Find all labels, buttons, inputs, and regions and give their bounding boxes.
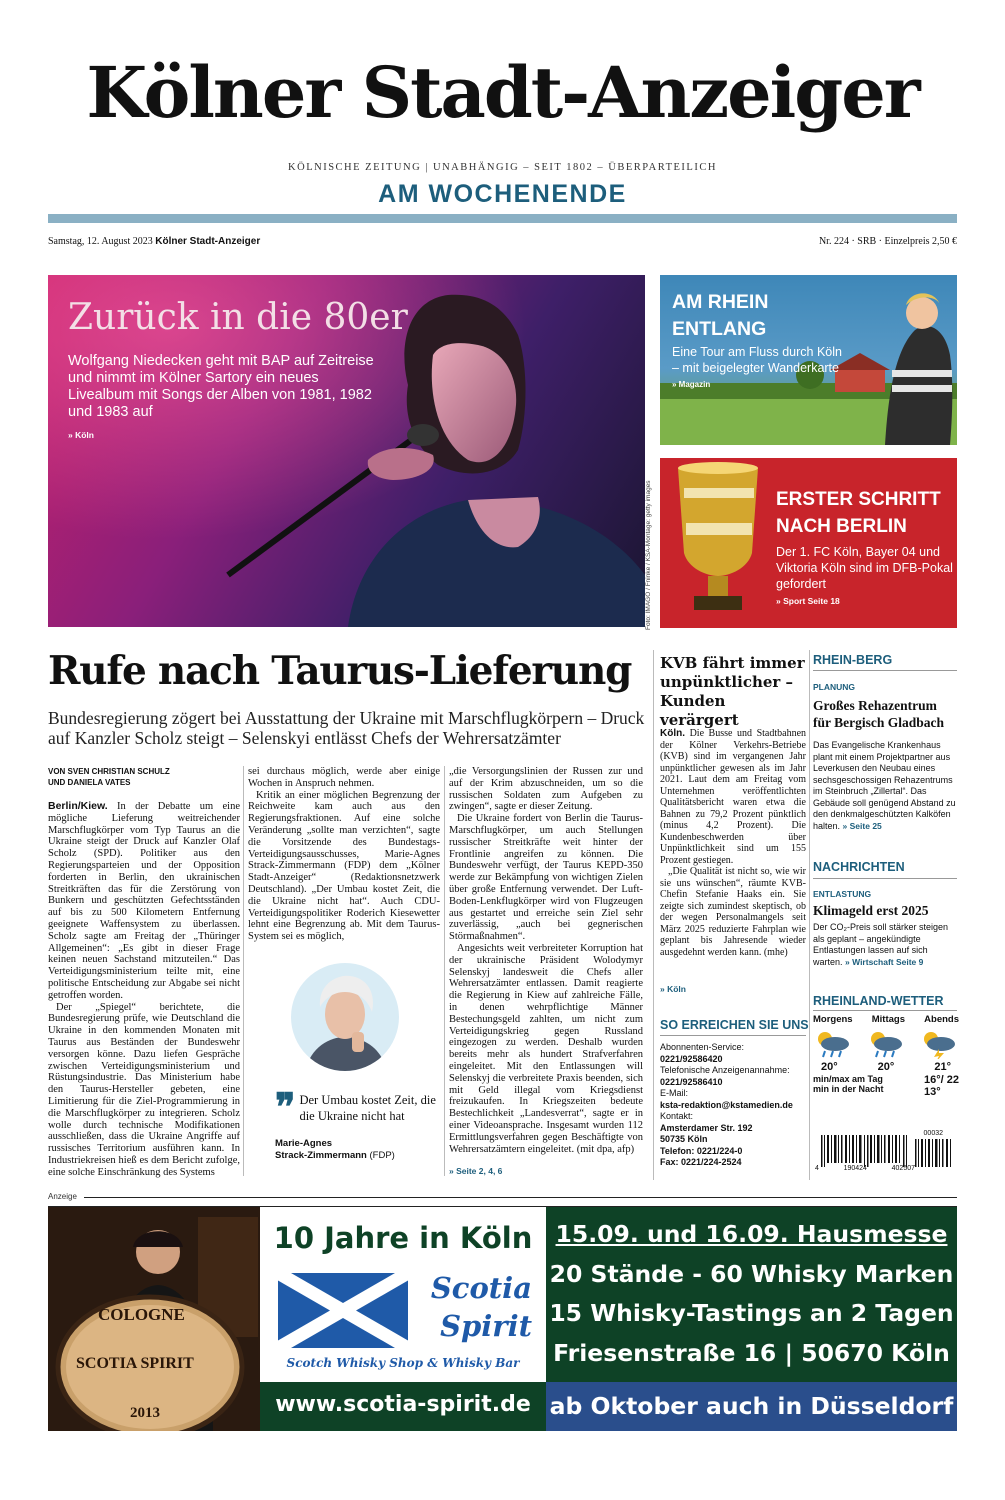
barrel-text-3: 2013 bbox=[130, 1405, 160, 1421]
lead-ref[interactable]: » Seite 2, 4, 6 bbox=[449, 1166, 503, 1176]
ad-photo bbox=[48, 1207, 260, 1431]
service-phone[interactable]: 0221/92586420 bbox=[660, 1053, 723, 1064]
lead-col2-p1: sei durchaus möglich, werde aber einige Wochen in Anspruch nehmen. bbox=[248, 766, 440, 789]
photo-credit: Foto: IMAGO / Fninke / KSA-Montage: getty images bbox=[645, 480, 652, 630]
sport-text: Der 1. FC Köln, Bayer 04 und Viktoria Köln sind im DFB-Pokal gefordert bbox=[776, 545, 953, 591]
ad-brand bbox=[410, 1269, 546, 1345]
rhein-text bbox=[672, 345, 842, 393]
hero-subtitle: Wolfgang Niedecken geht mit BAP auf Zeitreise und nimmt im Kölner Sartory ein neues Livealbum mit Songs der Alben von 1981, 1982 und 1983 auf bbox=[68, 353, 374, 420]
byline-line1: VON SVEN CHRISTIAN SCHULZ bbox=[48, 767, 170, 776]
barcode-addon: 00032 bbox=[923, 1130, 943, 1137]
contact-street: Amsterdamer Str. 192 bbox=[660, 1122, 753, 1133]
section-rule bbox=[813, 1010, 957, 1011]
dfb-pokal-icon bbox=[660, 458, 776, 628]
ad-url[interactable]: www.scotia-spirit.de bbox=[275, 1392, 531, 1417]
masthead-tagline: KÖLNISCHE ZEITUNG | UNABHÄNGIG – SEIT 1802 – ÜBERPARTEILICH bbox=[288, 162, 717, 173]
byline-line2: UND DANIELA VATES bbox=[48, 778, 131, 787]
lead-col2-p2: Kritik an einer möglichen Begrenzung der Reichweite kam auch aus den Regierungsfraktionen. Auf eine solche Veränderung „sollte man verzichten“, sagte die Vorsitzende des Bundestags-Verteidigungsausschusses, Marie-Agnes Strack-Zimmermann (FDP) dem „Kölner Stadt-Anzeiger“ (Redaktionsnetzwerk Deutschland). „Der Umbau kostet Zeit, die die Ukraine nicht hat“. Auch CDU-Verteidigungspolitiker Roderich Kiesewetter lehnt eine Begrenzung ab. Mit dem Taurus-System sei es möglich, bbox=[248, 789, 440, 943]
ad-brand-panel bbox=[260, 1207, 546, 1431]
ad-brand-line2: Spirit bbox=[440, 1309, 532, 1343]
issue-price: Nr. 224 · SRB · Einzelpreis 2,50 € bbox=[818, 236, 957, 247]
rhein-text-body: Eine Tour am Fluss durch Köln – mit beigelegter Wanderkarte bbox=[672, 345, 842, 375]
ad-footer-panel bbox=[546, 1382, 957, 1431]
lead-dateline: Berlin/Kiew. bbox=[48, 801, 108, 812]
rheinberg-title[interactable]: Großes Rehazentrum für Bergisch Gladbach bbox=[813, 698, 945, 730]
quote-author-line2: Strack-Zimmermann bbox=[275, 1150, 367, 1161]
column-rule bbox=[653, 650, 654, 1180]
contact-box bbox=[660, 1042, 810, 1169]
sport-title-line1: ERSTER SCHRITT bbox=[776, 489, 941, 510]
ad-line-5: ab Oktober auch in Düsseldorf bbox=[549, 1392, 954, 1420]
hero-title: Zurück in die 80er bbox=[68, 297, 408, 338]
ads-phone[interactable]: 0221/92586410 bbox=[660, 1076, 723, 1087]
lead-deck: Bundesregierung zögert bei Ausstattung der Ukraine mit Marschflugkörpern – Druck auf Kanzler Scholz steigt – Selenskyi entlässt Chefs der Wehrersatzämter bbox=[48, 708, 645, 748]
service-label: Abonnenten-Service: bbox=[660, 1042, 745, 1052]
rheinberg-body: Das Evangelische Krankenhaus plant mit einem Projektpartner aus Leverkusen den Neubau eines sechsgeschossigen Rehazentrums im Steinbruch „Zillertal“. Das Gebäude soll genügend Abstand zu den denkmalgeschützten Kalköfen halten. bbox=[813, 740, 956, 831]
sport-ref[interactable]: » Sport Seite 18 bbox=[776, 596, 840, 606]
lead-col1-p1: In der Debatte um eine mögliche Lieferung weitreichender Marschflugkörper vom Typ Taurus an die Ukraine steigt der Druck auf Kanzler Olaf Scholz (SPD). Politiker aus den Regierungsparteien und der Opposition forderten in Berlin, den ukrainischen Streitkräften das für die Zerstörung von Bunkern und geschützten Gefechtsständen auf bis zu 500 Kilometern Entfernung geeignete Waffensystem zu überlassen. Scholz sagte am Freitag der „Thüringer Allgemeinen“: „Es gibt in dieser Frage keinen neuen Sachstand mitzuteilen.“ Das Verteidigungsministerium teilte mit, eine politische Entscheidung zur Abgabe sei nicht getroffen worden. bbox=[48, 801, 240, 1001]
weather-heading: RHEINLAND-WETTER bbox=[813, 994, 944, 1008]
lead-byline bbox=[48, 766, 170, 788]
rain-cloud-icon bbox=[866, 1029, 906, 1059]
rain-cloud-icon bbox=[813, 1029, 853, 1059]
mail-address[interactable]: ksta-redaktion@kstamedien.de bbox=[660, 1099, 793, 1110]
sport-title bbox=[776, 486, 941, 540]
kvb-headline[interactable]: KVB fährt immer unpünktlicher – Kunden verärgert bbox=[660, 654, 805, 729]
rheinberg-heading: RHEIN-BERG bbox=[813, 653, 893, 667]
lead-col3-p3: Angesichts weit verbreiteter Korruption hat der ukrainische Präsident Wolodymyr Selenskyj landesweit die Chefs aller Wehrersatzämter entlassen. Damit reagierte die Regierung in Kiew auf zahlreiche Fälle, in denen wehrpflichtige Männer Bestechungsgeld zahlten, um nicht zum Verteidigungskrieg gegen Russland eingezogen zu werden. Deshalb wurden bereits mehr als hundert Strafverfahren eingeleitet. Mit den Entlassungen will Selenskyj die verbreitete Praxis beenden, sich mit Geld illegal vom Kriegsdienst freizukaufen. In Kriegszeiten bedeute Bestechlichkeit „Landesverrat“, sagte er in einer Videoansprache. Insgesamt wurden 112 Ermittlungsverfahren gegen Beschäftigte von Wehrersatzämtern eingeleitet. (mit dpa, afp) bbox=[449, 942, 643, 1155]
kvb-article bbox=[660, 728, 806, 983]
teaser-sport[interactable] bbox=[660, 458, 957, 628]
rhein-ref[interactable]: » Magazin bbox=[672, 380, 711, 389]
section-rule bbox=[813, 878, 957, 879]
section-rule bbox=[813, 670, 957, 671]
lead-col1-p2: Der „Spiegel“ berichtete, die Bundesregierung prüfe, wie Deutschland die Ukraine in den kommenden Monaten mit Taurus aus Beständen der Bundeswehr versorgen könne. Dazu liefen Gespräche zwischen Verteidigungsministerium und Rüstungsindustrie. Das Ministerium habe den Taurus-Hersteller gebeten, eine Limitierung für die Ziel-Programmierung in die Marschflugkörper zu integrieren. Scholz wolle durch technische Modifikationen ausschließen, dass die Ukraine Angriffe auf russisches Territorium ausführen kann. In Industriekreisen hieß es dem Bericht zufolge, eine solche Einschränkung des Systems bbox=[48, 1001, 240, 1178]
sport-title-line2: NACH BERLIN bbox=[776, 516, 907, 537]
quote-mark-icon: ❞ bbox=[275, 1084, 296, 1129]
dateline bbox=[48, 236, 260, 247]
lead-column-2 bbox=[248, 766, 440, 956]
nachrichten-text bbox=[813, 922, 959, 968]
barcode-digit-1: 4 bbox=[815, 1165, 819, 1172]
ad-line-4: Friesenstraße 16 | 50670 Köln bbox=[553, 1338, 950, 1367]
portrait-photo bbox=[290, 962, 400, 1072]
rheinberg-text bbox=[813, 740, 959, 832]
ad-shop: Scotch Whisky Shop & Whisky Bar bbox=[286, 1356, 520, 1370]
paper-name: Kölner Stadt-Anzeiger bbox=[155, 236, 261, 247]
weather-period-morning: Morgens bbox=[813, 1014, 853, 1025]
lead-column-3 bbox=[449, 766, 643, 1166]
teaser-rhein[interactable] bbox=[660, 275, 957, 445]
mail-label: E-Mail: bbox=[660, 1088, 689, 1098]
minmax-label: min/max am Tag bbox=[813, 1074, 883, 1084]
lead-col3-p2: Die Ukraine fordert von Berlin die Taurus-Marschflugkörper, um auch Stellungen russischer Streitkräfte weit hinter der Frontlinie angreifen zu können. Die Bundeswehr verfügt, der Taurus KEPD-350 werde zur Bekämpfung von wichtigen Zielen über große Entfernung verwendet. Der Luft-Boden-Lenkflugkörper wird von Flugzeugen aus gestartet und erreiche sein Ziel sehr zuverlässig, „auch bei gegnerischen Störmaßnahmen“. bbox=[449, 813, 643, 943]
ad-line-3: 15 Whisky-Tastings an 2 Tagen bbox=[549, 1299, 954, 1327]
ads-label: Telefonische Anzeigenannahme: bbox=[660, 1065, 790, 1075]
contact-label: Kontakt: bbox=[660, 1111, 694, 1121]
ad-years: 10 Jahre in Köln bbox=[273, 1221, 533, 1255]
lead-headline[interactable]: Rufe nach Taurus-Lieferung bbox=[48, 648, 632, 694]
edition-label: AM WOCHENENDE bbox=[378, 180, 627, 208]
quote-party: (FDP) bbox=[369, 1150, 395, 1161]
ad-rule bbox=[84, 1197, 957, 1198]
column-rule bbox=[809, 650, 810, 1180]
ad-event-panel bbox=[546, 1207, 957, 1382]
minmax-value: 16°/ 22 bbox=[924, 1074, 959, 1086]
ad-line-1: 15.09. und 16.09. Hausmesse bbox=[555, 1220, 948, 1248]
rhein-title-line2: ENTLANG bbox=[672, 318, 767, 340]
scottish-flag-icon bbox=[278, 1273, 408, 1348]
lead-column-1 bbox=[48, 801, 240, 1181]
barrel-text-1: COLOGNE bbox=[98, 1305, 185, 1324]
ad-brand-line1: Scotia bbox=[430, 1271, 532, 1305]
nachrichten-heading: NACHRICHTEN bbox=[813, 860, 905, 874]
nachrichten-kicker: ENTLASTUNG bbox=[813, 889, 872, 899]
weather-period-noon: Mittags bbox=[871, 1014, 905, 1025]
barrel-text-2: SCOTIA SPIRIT bbox=[76, 1355, 194, 1372]
kvb-text-p2: „Die Qualität ist nicht so, wie wir sie uns wünschen“, räumte KVB-Chefin Stefanie Haaks ein. Sie zeigte sich zumindest skeptisch, ob der wegen Personalmangels seit März 2025 reduzierte Fahrplan wie geplant bis Jahresende wieder ausgedehnt werden kann. (mhe) bbox=[660, 866, 806, 958]
hero-teaser[interactable] bbox=[48, 275, 645, 627]
date: Samstag, 12. August 2023 bbox=[48, 236, 153, 247]
quote-author-line1: Marie-Agnes bbox=[275, 1138, 333, 1149]
rhein-title bbox=[672, 289, 768, 343]
contact-fax: Fax: 0221/224-2524 bbox=[660, 1157, 742, 1167]
kvb-dateline: Köln. bbox=[660, 728, 685, 739]
night-label: min in der Nacht bbox=[813, 1084, 884, 1094]
thunderstorm-icon bbox=[919, 1029, 959, 1059]
ad-label: Anzeige bbox=[48, 1192, 77, 1201]
rheinberg-ref[interactable]: » Seite 25 bbox=[842, 820, 882, 831]
contact-city: 50735 Köln bbox=[660, 1134, 708, 1144]
weather-temp-noon: 20° bbox=[877, 1061, 895, 1073]
quote-text: Der Umbau kostet Zeit, die die Ukraine nicht hat bbox=[299, 1093, 436, 1123]
barcode bbox=[813, 1130, 959, 1178]
advertisement[interactable] bbox=[48, 1206, 957, 1430]
contact-rule bbox=[660, 1035, 806, 1036]
rheinberg-kicker: PLANUNG bbox=[813, 682, 856, 692]
pull-quote bbox=[275, 1084, 445, 1162]
barcode-digit-3: 402507 bbox=[891, 1165, 915, 1172]
masthead-title: Kölner Stadt-Anzeiger bbox=[86, 51, 919, 134]
column-rule bbox=[243, 766, 244, 1176]
masthead-divider bbox=[48, 214, 957, 223]
weather-box bbox=[813, 1014, 959, 1098]
ad-line-2: 20 Stände - 60 Whisky Marken bbox=[549, 1259, 954, 1288]
rhein-title-line1: AM RHEIN bbox=[672, 291, 769, 313]
hero-ref[interactable]: » Köln bbox=[68, 430, 94, 440]
contact-phone[interactable]: Telefon: 0221/224-0 bbox=[660, 1145, 743, 1156]
weather-temp-morning: 20° bbox=[821, 1061, 838, 1073]
nachrichten-ref[interactable]: » Wirtschaft Seite 9 bbox=[845, 956, 924, 967]
contact-heading: SO ERREICHEN SIE UNS bbox=[660, 1018, 809, 1032]
barcode-icon bbox=[819, 1135, 959, 1167]
lead-col3-p1: „die Versorgungslinien der Russen zur und auf der Krim abzuschneiden, um so die russischen Soldaten zum Aufgeben zu zwingen“, sagte er dieser Zeitung. bbox=[449, 766, 643, 813]
nachrichten-body: Der CO₂-Preis soll stärker steigen als geplant – angekündigte Entlastungen lassen auf sich warten. bbox=[813, 922, 949, 967]
weather-temp-evening: 21° bbox=[934, 1061, 951, 1073]
barcode-digit-2: 190424 bbox=[843, 1165, 867, 1172]
night-value: 13° bbox=[924, 1086, 941, 1098]
kvb-ref[interactable]: » Köln bbox=[660, 984, 686, 994]
weather-period-evening: Abends bbox=[924, 1014, 959, 1025]
nachrichten-title[interactable]: Klimageld erst 2025 bbox=[813, 903, 929, 918]
kvb-text-p1: Die Busse und Stadtbahnen der Kölner Verkehrs-Betriebe (KVB) sind im vergangenen Jahr unpünktlicher gewesen als im Jahr 2021. Laut dem am Freitag vom Unternehmen veröffentlichten Qualitätsbericht waren etwa die Bahnen zu 79,2 Prozent pünktlich (minus 4,2 Prozent). Die Kundenbeschwerden über Unpünktlichkeit sind um 155 Prozent gestiegen. bbox=[660, 728, 806, 866]
